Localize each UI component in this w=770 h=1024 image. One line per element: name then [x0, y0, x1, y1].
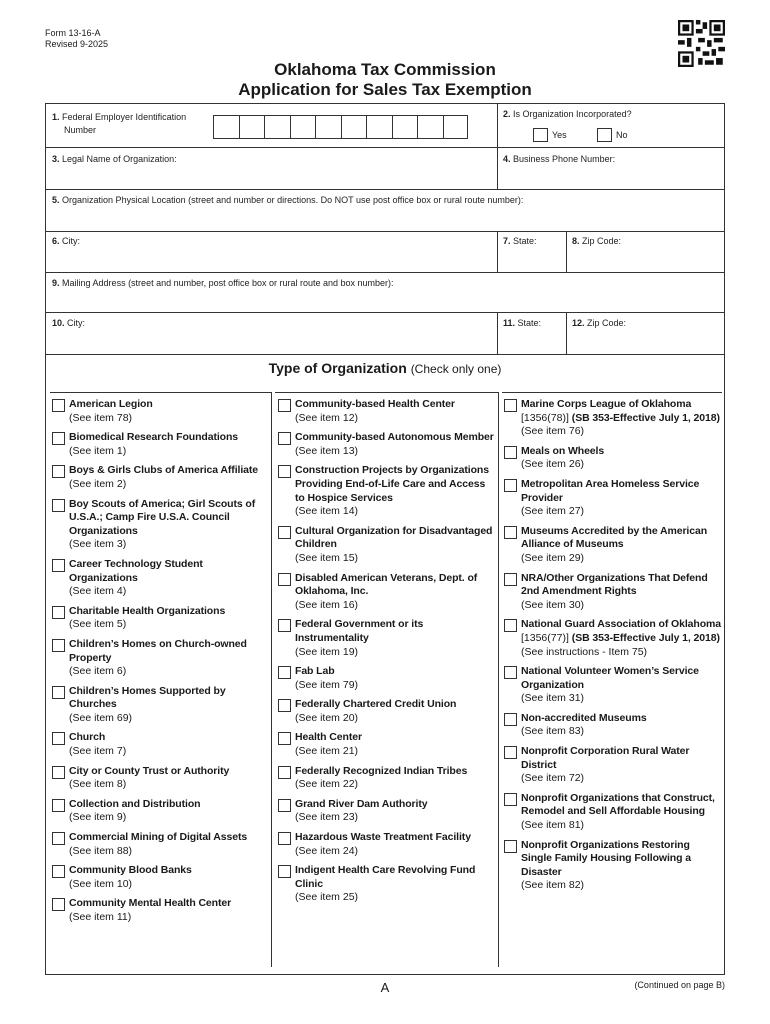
state-field[interactable]: 7. State:: [503, 236, 537, 246]
org-type-reference: (See item 25): [295, 891, 359, 904]
org-type-option[interactable]: [52, 731, 267, 758]
org-type-checkbox[interactable]: [504, 479, 517, 492]
org-type-name: Federally Recognized Indian Tribes: [295, 764, 468, 777]
form-number: Form 13-16-A: [45, 28, 101, 38]
org-type-name: Non-accredited Museums: [521, 711, 647, 724]
org-type-name: Construction Projects by Organizations Providing End-of-Life Care and Access to Hospice Services: [295, 464, 489, 504]
org-type-option[interactable]: [278, 665, 494, 692]
org-type-checkbox[interactable]: [52, 686, 65, 699]
city-field[interactable]: 6. City:: [52, 236, 81, 246]
org-type-reference: (See item 76): [521, 425, 585, 438]
org-type-name: Hazardous Waste Treatment Facility: [295, 831, 471, 844]
org-type-checkbox[interactable]: [504, 399, 517, 412]
mailing-zip-field[interactable]: 12. Zip Code:: [572, 318, 627, 328]
org-type-name: Cultural Organization for Disadvantaged Children: [295, 524, 493, 551]
no-checkbox[interactable]: [597, 128, 612, 142]
org-type-checkbox[interactable]: [504, 746, 517, 759]
org-type-reference: (See item 22): [295, 778, 359, 791]
org-type-checkbox[interactable]: [278, 799, 291, 812]
org-type-checkbox[interactable]: [52, 606, 65, 619]
org-type-option[interactable]: [504, 792, 722, 833]
org-type-checkbox[interactable]: [278, 832, 291, 845]
org-type-option[interactable]: [504, 745, 722, 786]
org-type-checkbox[interactable]: [504, 573, 517, 586]
org-type-option[interactable]: [278, 525, 494, 566]
org-type-name: Health Center: [295, 731, 362, 744]
org-type-reference: (See item 4): [69, 585, 127, 598]
org-type-checkbox[interactable]: [278, 619, 291, 632]
org-type-checkbox[interactable]: [278, 865, 291, 878]
business-phone-field[interactable]: 4. Business Phone Number:: [503, 154, 616, 164]
org-type-statute: [1356(77)]: [521, 631, 572, 644]
org-type-option[interactable]: [504, 478, 722, 519]
org-type-checkbox[interactable]: [504, 713, 517, 726]
org-type-option[interactable]: [52, 638, 267, 679]
org-type-name: Commercial Mining of Digital Assets: [69, 831, 248, 844]
continued-note: (Continued on page B): [634, 980, 725, 990]
mailing-city-field[interactable]: 10. City:: [52, 318, 86, 328]
org-type-reference: (See item 19): [295, 645, 359, 658]
org-type-name: Museums Accredited by the American Alliance of Museums: [521, 524, 708, 551]
org-type-checkbox[interactable]: [504, 666, 517, 679]
title-line-2: Application for Sales Tax Exemption: [238, 80, 532, 99]
org-type-column-3: [504, 398, 722, 899]
org-type-reference: (See item 83): [521, 725, 585, 738]
org-type-name: Indigent Health Care Revolving Fund Clinic: [295, 864, 476, 890]
org-type-reference: (See item 15): [295, 551, 359, 564]
org-type-name: Children’s Homes on Church-owned Property: [69, 637, 247, 664]
org-type-reference: (See item 79): [295, 678, 359, 691]
org-type-reference: (See item 82): [521, 879, 585, 892]
org-type-name: Collection and Distribution: [69, 797, 201, 810]
org-type-checkbox[interactable]: [52, 559, 65, 572]
org-type-checkbox[interactable]: [504, 840, 517, 853]
form-revised: Revised 9-2025: [45, 39, 109, 49]
org-type-checkbox[interactable]: [278, 573, 291, 586]
org-type-name: NRA/Other Organizations That Defend 2nd Amendment Rights: [521, 571, 708, 598]
org-type-reference: (See item 16): [295, 598, 359, 611]
org-type-name: Boys & Girls Clubs of America Affiliate: [69, 464, 259, 477]
org-type-name: Community Mental Health Center: [69, 897, 232, 910]
org-type-name: Boy Scouts of America; Girl Scouts of U.S.A.; Camp Fire U.S.A. Council Organizations: [69, 497, 256, 537]
org-type-option[interactable]: [504, 665, 722, 706]
org-type-checkbox[interactable]: [52, 799, 65, 812]
org-type-name: Marine Corps League of Oklahoma: [521, 398, 692, 410]
incorporated-label: 2. Is Organization Incorporated?: [503, 109, 632, 119]
org-type-name: National Guard Association of Oklahoma: [521, 618, 722, 631]
org-type-name: Career Technology Student Organizations: [69, 557, 203, 584]
org-type-effective: (SB 353-Effective July 1, 2018): [571, 411, 720, 424]
legal-name-field[interactable]: 3. Legal Name of Organization:: [52, 154, 177, 164]
org-type-checkbox[interactable]: [504, 793, 517, 806]
mailing-address-field[interactable]: 9. Mailing Address (street and number, post office box or rural route and box number):: [52, 278, 394, 288]
org-type-name: Charitable Health Organizations: [69, 604, 226, 617]
org-type-name: Federally Chartered Credit Union: [295, 698, 457, 711]
org-type-name: Nonprofit Corporation Rural Water District: [521, 745, 690, 771]
org-type-option[interactable]: [278, 765, 494, 792]
org-type-option[interactable]: [52, 685, 267, 726]
fein-input[interactable]: [213, 115, 468, 139]
org-type-reference: (See item 29): [521, 551, 585, 564]
org-type-checkbox[interactable]: [52, 499, 65, 512]
org-type-checkbox[interactable]: [504, 619, 517, 632]
org-type-option[interactable]: [278, 464, 494, 518]
org-type-reference: (See item 69): [69, 711, 133, 724]
org-type-checkbox[interactable]: [52, 465, 65, 478]
org-type-checkbox[interactable]: [52, 639, 65, 652]
org-type-reference: (See item 20): [295, 711, 359, 724]
org-type-option[interactable]: [52, 464, 267, 491]
org-type-checkbox[interactable]: [278, 432, 291, 445]
org-type-effective: (SB 353-Effective July 1, 2018): [571, 631, 720, 644]
org-type-reference: (See item 13): [295, 444, 359, 457]
org-type-option[interactable]: [52, 431, 267, 458]
org-type-reference: (See item 26): [521, 458, 585, 471]
org-type-name: Children’s Homes Supported by Churches: [69, 684, 226, 711]
org-type-option[interactable]: [52, 864, 267, 891]
org-type-name: Fab Lab: [295, 665, 335, 678]
org-type-reference: (See item 5): [69, 618, 127, 631]
org-type-option[interactable]: [52, 605, 267, 632]
org-type-option[interactable]: [278, 864, 494, 905]
org-type-checkbox[interactable]: [278, 699, 291, 712]
org-type-checkbox[interactable]: [278, 732, 291, 745]
org-type-checkbox[interactable]: [52, 865, 65, 878]
org-type-checkbox[interactable]: [52, 898, 65, 911]
org-type-checkbox[interactable]: [52, 732, 65, 745]
org-type-reference: (See item 8): [69, 778, 127, 791]
org-type-checkbox[interactable]: [52, 832, 65, 845]
org-type-option[interactable]: [504, 618, 722, 659]
org-type-name: American Legion: [69, 398, 153, 410]
org-type-reference: (See item 27): [521, 505, 585, 518]
org-type-name: Community Blood Banks: [69, 864, 192, 877]
org-type-checkbox[interactable]: [52, 399, 65, 412]
mailing-state-field[interactable]: 11. State:: [503, 318, 542, 328]
page-letter: A: [380, 980, 390, 995]
org-type-name: Grand River Dam Authority: [295, 797, 428, 810]
org-type-checkbox[interactable]: [504, 526, 517, 539]
org-type-name: Nonprofit Organizations Restoring Single Family Housing Following a Disaster: [521, 838, 691, 878]
org-type-checkbox[interactable]: [278, 766, 291, 779]
form-frame: [45, 103, 725, 975]
org-type-checkbox[interactable]: [278, 465, 291, 478]
org-type-option[interactable]: [278, 618, 494, 659]
org-type-column-1: [52, 398, 267, 931]
org-type-reference: (See item 78): [69, 411, 133, 424]
org-type-name: Biomedical Research Foundations: [69, 431, 239, 444]
org-type-name: City or County Trust or Authority: [69, 764, 230, 777]
org-type-option[interactable]: [278, 431, 494, 458]
org-type-option[interactable]: [504, 398, 722, 439]
org-type-option[interactable]: [504, 572, 722, 613]
org-type-option[interactable]: [52, 498, 267, 552]
org-type-reference: (See item 81): [521, 819, 585, 832]
org-type-checkbox[interactable]: [52, 432, 65, 445]
org-type-checkbox[interactable]: [278, 399, 291, 412]
org-type-checkbox[interactable]: [52, 766, 65, 779]
org-type-column-2: [278, 398, 494, 911]
org-type-option[interactable]: [278, 831, 494, 858]
org-type-reference: (See item 24): [295, 844, 359, 857]
no-option[interactable]: No: [597, 128, 628, 142]
org-type-reference: (See item 9): [69, 811, 127, 824]
org-type-reference: (See item 23): [295, 811, 359, 824]
physical-location-field[interactable]: 5. Organization Physical Location (street and number or directions. Do NOT use post office box or rural route number):: [52, 195, 524, 205]
org-type-option[interactable]: [504, 445, 722, 472]
org-type-name: Community-based Health Center: [295, 398, 455, 410]
org-type-option[interactable]: [52, 798, 267, 825]
form-info: [45, 28, 108, 50]
org-type-name: Meals on Wheels: [521, 444, 605, 457]
org-type-checkbox[interactable]: [278, 666, 291, 679]
org-type-option[interactable]: [52, 558, 267, 599]
yes-option[interactable]: Yes: [533, 128, 567, 142]
org-type-name: Nonprofit Organizations that Construct, Remodel and Sell Affordable Housing: [521, 791, 715, 818]
org-type-reference: (See item 10): [69, 877, 133, 890]
org-type-reference: (See item 12): [295, 411, 359, 424]
org-type-reference: (See item 31): [521, 692, 585, 705]
org-type-option[interactable]: [278, 398, 494, 425]
org-type-reference: (See item 21): [295, 745, 359, 758]
org-type-option[interactable]: [278, 572, 494, 613]
org-type-option[interactable]: [52, 897, 267, 924]
title-line-1: Oklahoma Tax Commission: [274, 60, 496, 79]
org-type-checkbox[interactable]: [504, 446, 517, 459]
org-type-reference: (See item 11): [69, 911, 132, 923]
org-type-option[interactable]: [278, 798, 494, 825]
org-type-reference: (See item 6): [69, 665, 127, 678]
org-type-statute: [1356(78)]: [521, 411, 572, 424]
org-type-reference: (See item 30): [521, 598, 585, 611]
fein-label: 1. Federal Employer Identification Number: [52, 112, 187, 135]
zip-code-field[interactable]: 8. Zip Code:: [572, 236, 622, 246]
org-type-reference: (See item 7): [69, 745, 127, 758]
org-type-name: Community-based Autonomous Member: [295, 431, 494, 444]
org-type-name: Metropolitan Area Homeless Service Provider: [521, 477, 700, 504]
org-type-checkbox[interactable]: [278, 526, 291, 539]
org-type-name: Church: [69, 731, 106, 744]
org-type-option[interactable]: [504, 839, 722, 893]
yes-checkbox[interactable]: [533, 128, 548, 142]
org-type-reference: (See item 14): [295, 505, 359, 518]
org-type-name: Federal Government or its Instrumentality: [295, 618, 424, 644]
org-type-option[interactable]: [278, 698, 494, 725]
type-of-organization-heading: Type of Organization (Check only one): [268, 360, 502, 376]
org-type-option[interactable]: [504, 712, 722, 739]
org-type-option[interactable]: [52, 765, 267, 792]
org-type-option[interactable]: [52, 398, 267, 425]
org-type-reference: (See item 2): [69, 477, 127, 490]
org-type-reference: (See item 88): [69, 844, 133, 857]
org-type-reference: (See instructions - Item 75): [521, 645, 648, 658]
org-type-reference: (See item 72): [521, 772, 585, 785]
org-type-name: National Volunteer Women’s Service Organization: [521, 665, 699, 691]
org-type-reference: (See item 1): [69, 444, 127, 457]
org-type-name: Disabled American Veterans, Dept. of Oklahoma, Inc.: [295, 571, 478, 598]
org-type-reference: (See item 3): [69, 538, 127, 551]
org-type-option[interactable]: [504, 525, 722, 566]
org-type-option[interactable]: [52, 831, 267, 858]
org-type-option[interactable]: [278, 731, 494, 758]
